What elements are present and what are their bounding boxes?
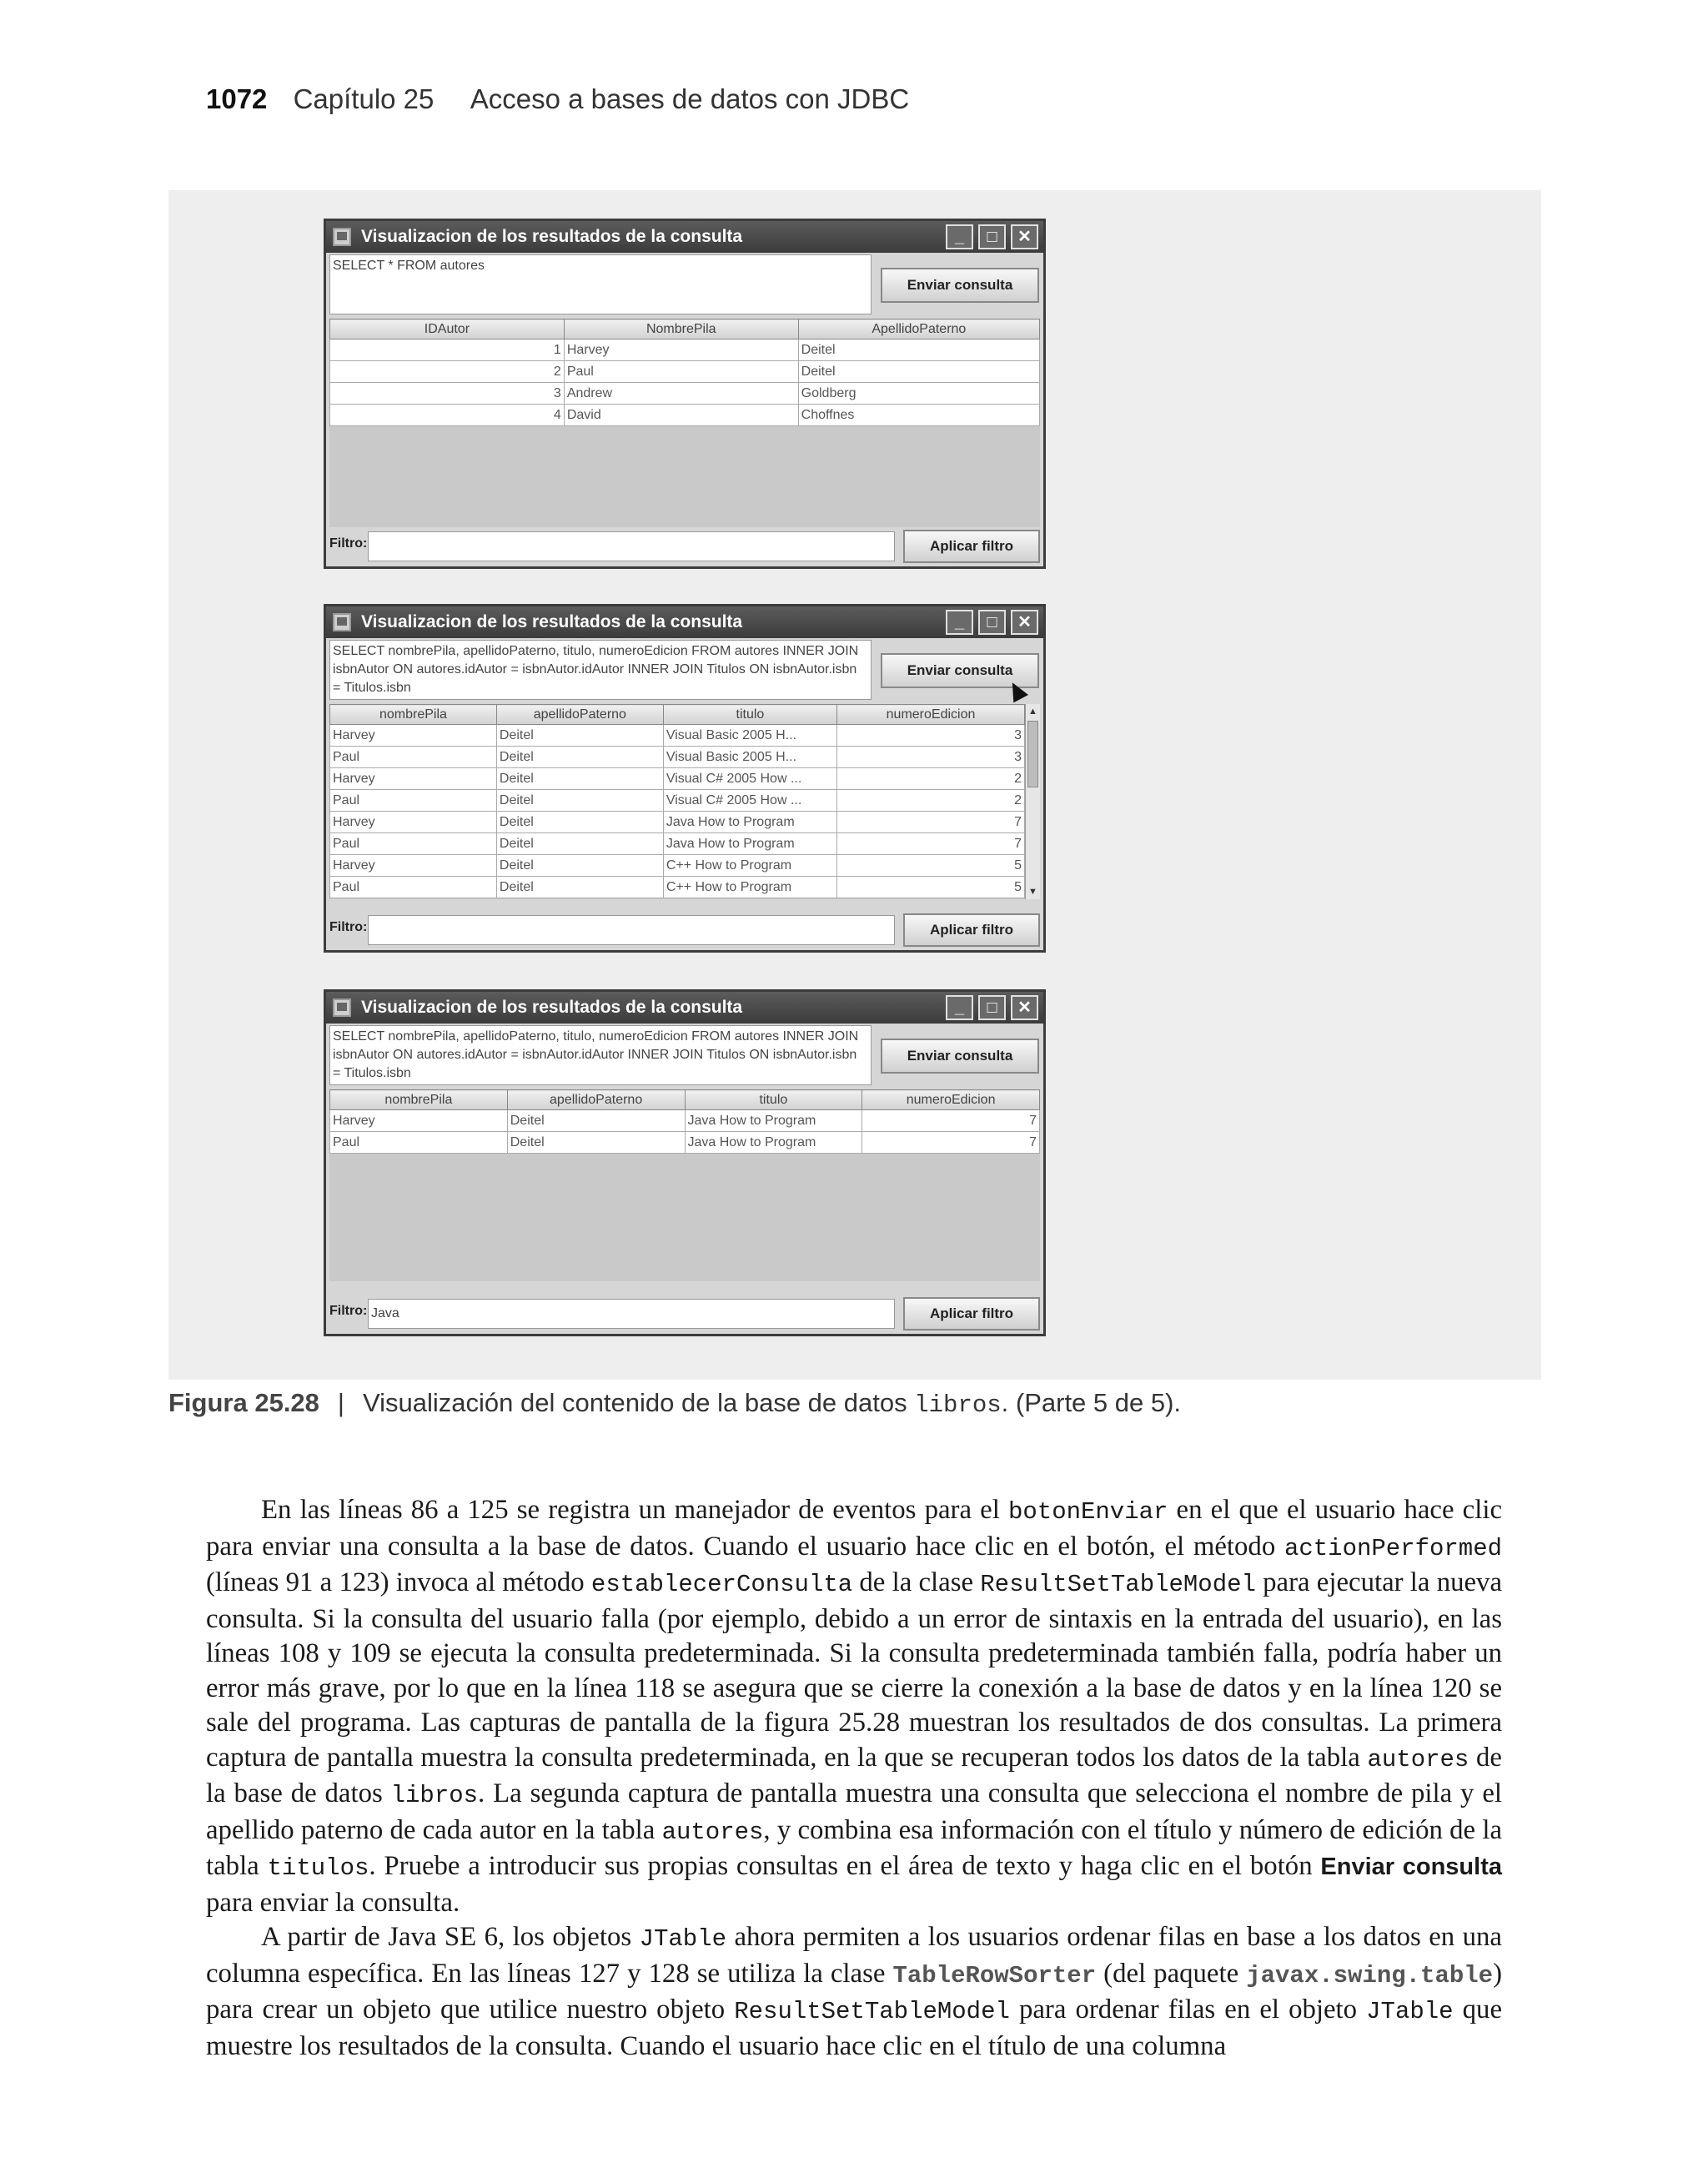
results-table: [329, 704, 1025, 898]
table-row[interactable]: [330, 1110, 1040, 1132]
maximize-icon[interactable]: □: [978, 995, 1006, 1020]
inline-code: libros: [390, 1782, 479, 1809]
inline-code: botonEnviar: [1007, 1498, 1168, 1526]
table-cell[interactable]: 5: [837, 855, 1025, 877]
table-cell[interactable]: Paul: [564, 361, 798, 383]
table-cell[interactable]: Deitel: [496, 747, 663, 768]
table-cell[interactable]: Choffnes: [798, 405, 1039, 426]
table-cell[interactable]: 7: [862, 1132, 1040, 1154]
inline-code: ResultSetTableModel: [734, 1998, 1010, 2025]
inline-code: establecerConsulta: [590, 1571, 853, 1598]
text-run: que muestre los resultados de la consulta. Cuando el usuario hace clic en el título de una columna: [206, 1994, 1503, 2061]
inline-code: TableRowSorter: [892, 1961, 1097, 1989]
minimize-icon[interactable]: _: [946, 224, 973, 249]
inline-code: autores: [661, 1818, 764, 1846]
window-titlebar: [326, 221, 1043, 253]
apply-filter-button[interactable]: Aplicar filtro: [903, 1297, 1040, 1330]
inline-code: javax.swing.table: [1246, 1961, 1494, 1989]
text-run: de la base de datos: [206, 1742, 1502, 1808]
table-cell[interactable]: Harvey: [330, 768, 497, 790]
column-header[interactable]: NombrePila: [564, 319, 798, 340]
inline-code: autores: [1367, 1745, 1469, 1773]
table-cell[interactable]: Visual C# 2005 How ...: [663, 768, 836, 790]
java-app-icon: [333, 613, 351, 631]
table-row[interactable]: [330, 768, 1025, 790]
filter-row: [326, 526, 1043, 566]
table-cell[interactable]: Deitel: [496, 812, 663, 833]
apply-filter-button[interactable]: Aplicar filtro: [903, 913, 1040, 947]
filter-input[interactable]: [368, 915, 895, 945]
table-cell[interactable]: C++ How to Program: [663, 855, 836, 877]
send-query-button[interactable]: Enviar consulta: [881, 653, 1039, 688]
running-header: [206, 83, 909, 115]
ui-label-reference: Enviar consulta: [1320, 1854, 1502, 1880]
table-cell[interactable]: Visual C# 2005 How ...: [663, 790, 836, 812]
table-cell[interactable]: Deitel: [798, 340, 1039, 361]
send-query-button[interactable]: Enviar consulta: [881, 268, 1039, 303]
figure-number: Figura 25.28: [168, 1388, 319, 1417]
filter-input[interactable]: [368, 531, 895, 561]
paragraph-1: [206, 1493, 1502, 1920]
caption-text-end: . (Parte 5 de 5).: [1001, 1388, 1182, 1417]
scroll-down-icon[interactable]: ▼: [1028, 887, 1037, 897]
table-cell[interactable]: 3: [330, 383, 565, 405]
text-run: ahora permiten a los usuarios ordenar filas en base a los datos en una columna específica. En las líneas 127 y 128 se utiliza la clase: [206, 1922, 1502, 1989]
table-cell[interactable]: 3: [837, 747, 1025, 768]
body-text: [206, 1493, 1502, 2064]
column-header[interactable]: titulo: [663, 705, 836, 725]
column-header[interactable]: IDAutor: [330, 319, 565, 340]
text-run: ) para crear un objeto que utilice nuestro objeto: [206, 1958, 1502, 2025]
results-table-area: [329, 704, 1040, 899]
window-titlebar: [326, 992, 1043, 1024]
table-cell[interactable]: Deitel: [496, 790, 663, 812]
table-cell[interactable]: Deitel: [496, 725, 663, 747]
minimize-icon[interactable]: _: [946, 995, 973, 1020]
table-cell[interactable]: Harvey: [564, 340, 798, 361]
table-cell[interactable]: Andrew: [564, 383, 798, 405]
table-row[interactable]: [330, 833, 1025, 855]
query-results-window-1: [324, 219, 1046, 569]
filter-label: Filtro:: [329, 1304, 368, 1318]
table-row[interactable]: [330, 855, 1025, 877]
table-cell[interactable]: Paul: [330, 747, 497, 768]
maximize-icon[interactable]: □: [978, 610, 1006, 635]
text-run: de la clase: [852, 1567, 981, 1597]
table-cell[interactable]: 2: [837, 790, 1025, 812]
text-run: . Pruebe a introducir sus propias consultas en el área de texto y haga clic en el botón: [369, 1851, 1321, 1881]
window-title: Visualizacion de los resultados de la consulta: [361, 612, 743, 631]
table-cell[interactable]: Visual Basic 2005 H...: [663, 747, 836, 768]
inline-code: ResultSetTableModel: [980, 1571, 1256, 1598]
window-title: Visualizacion de los resultados de la consulta: [361, 227, 743, 246]
caption-code: libros: [914, 1391, 1002, 1419]
text-run: para enviar la consulta.: [206, 1887, 460, 1918]
table-cell[interactable]: Paul: [330, 1132, 508, 1154]
text-run: en el que el usuario hace clic para enviar una consulta a la base de datos. Cuando el usuario hace clic en el botón, el método: [206, 1495, 1502, 1562]
inline-code: actionPerformed: [1284, 1534, 1502, 1562]
table-row[interactable]: [330, 812, 1025, 833]
filter-label: Filtro:: [329, 536, 368, 551]
table-row[interactable]: [330, 383, 1040, 405]
close-icon[interactable]: ✕: [1011, 995, 1038, 1020]
table-cell[interactable]: 3: [837, 725, 1025, 747]
column-header[interactable]: nombrePila: [330, 705, 497, 725]
column-header[interactable]: apellidoPaterno: [496, 705, 663, 725]
filter-row: [326, 910, 1043, 950]
text-run: para ordenar filas en el objeto: [1009, 1994, 1367, 2025]
table-row[interactable]: [330, 877, 1025, 898]
table-cell[interactable]: 2: [330, 361, 565, 383]
close-icon[interactable]: ✕: [1011, 224, 1038, 249]
table-cell[interactable]: Java How to Program: [685, 1110, 862, 1132]
table-cell[interactable]: C++ How to Program: [663, 877, 836, 898]
chapter-title: Acceso a bases de datos con JDBC: [470, 83, 910, 114]
text-run: En las líneas 86 a 125 se registra un manejador de eventos para el: [261, 1495, 1008, 1525]
table-row[interactable]: [330, 790, 1025, 812]
table-cell[interactable]: 7: [837, 833, 1025, 855]
table-cell[interactable]: 7: [862, 1110, 1040, 1132]
inline-code: JTable: [639, 1925, 726, 1953]
table-row[interactable]: [330, 361, 1040, 383]
page-number: 1072: [206, 83, 268, 114]
table-cell[interactable]: Paul: [330, 833, 497, 855]
scroll-up-icon[interactable]: ▲: [1028, 707, 1037, 717]
table-cell[interactable]: 7: [837, 812, 1025, 833]
query-results-window-2: [324, 604, 1046, 953]
figure-caption: [168, 1388, 1181, 1419]
table-cell[interactable]: Harvey: [330, 855, 497, 877]
query-textarea[interactable]: SELECT * FROM autores: [329, 254, 872, 314]
minimize-icon[interactable]: _: [946, 610, 973, 635]
filter-label: Filtro:: [329, 920, 368, 934]
table-cell[interactable]: Deitel: [496, 833, 663, 855]
chapter-label: Capítulo 25: [293, 83, 435, 114]
vertical-scrollbar[interactable]: [1025, 704, 1040, 899]
table-cell[interactable]: 5: [837, 877, 1025, 898]
text-run: (del paquete: [1096, 1958, 1247, 1989]
text-run: A partir de Java SE 6, los objetos: [261, 1922, 640, 1952]
table-cell[interactable]: Deitel: [798, 361, 1039, 383]
table-cell[interactable]: Deitel: [496, 855, 663, 877]
scroll-thumb[interactable]: [1027, 721, 1038, 787]
results-table-area: [329, 1089, 1040, 1281]
send-query-button[interactable]: Enviar consulta: [881, 1039, 1039, 1074]
table-cell[interactable]: David: [564, 405, 798, 426]
table-cell[interactable]: Paul: [330, 877, 497, 898]
table-row[interactable]: [330, 747, 1025, 768]
table-cell[interactable]: Paul: [330, 790, 497, 812]
paragraph-2: [206, 1920, 1502, 2064]
maximize-icon[interactable]: □: [978, 224, 1006, 249]
window-titlebar: [326, 606, 1043, 638]
java-app-icon: [333, 228, 351, 246]
table-cell[interactable]: Java How to Program: [663, 812, 836, 833]
column-header[interactable]: ApellidoPaterno: [798, 319, 1039, 340]
text-run: para ejecutar la nueva consulta. Si la consulta del usuario falla (por ejemplo, debido a un error de sintaxis en la entrada del usuario), en las líneas 108 y 109 se ejecuta la consulta predeterminada. Si la consulta predeterminada también falla, podría haber un error más grave, por lo que en la línea 118 se asegura que se cierre la conexión a la base de datos y en la línea 120 se sale del programa. Las capturas de pantalla de la figura 25.28 muestran los resultados de dos consultas. La primera captura de pantalla muestra la consulta predeterminada, en la que se recuperan todos los datos de la tabla: [206, 1567, 1502, 1773]
window-title: Visualizacion de los resultados de la consulta: [361, 998, 743, 1017]
table-cell[interactable]: 1: [330, 340, 565, 361]
table-cell[interactable]: 4: [330, 405, 565, 426]
java-app-icon: [333, 998, 351, 1017]
table-cell[interactable]: Visual Basic 2005 H...: [663, 725, 836, 747]
column-header[interactable]: numeroEdicion: [862, 1090, 1040, 1110]
results-table: [329, 1089, 1040, 1154]
column-header[interactable]: titulo: [685, 1090, 862, 1110]
table-row[interactable]: [330, 405, 1040, 426]
filter-row: [326, 1294, 1043, 1334]
caption-separator: |: [337, 1388, 344, 1417]
table-cell[interactable]: Deitel: [507, 1110, 685, 1132]
table-cell[interactable]: Harvey: [330, 1110, 508, 1132]
query-results-window-3: [324, 989, 1046, 1336]
query-textarea[interactable]: SELECT nombrePila, apellidoPaterno, titulo, numeroEdicion FROM autores INNER JOIN isbnAutor ON autores.idAutor = isbnAutor.idAutor INNER JOIN Titulos ON isbnAutor.isbn = Titulos.isbn: [329, 1025, 872, 1085]
table-cell[interactable]: Java How to Program: [685, 1132, 862, 1154]
text-run: , y combina esa información con el título y número de edición de la tabla: [206, 1814, 1502, 1881]
table-cell[interactable]: Java How to Program: [663, 833, 836, 855]
table-cell[interactable]: Deitel: [496, 877, 663, 898]
table-cell[interactable]: 2: [837, 768, 1025, 790]
apply-filter-button[interactable]: Aplicar filtro: [903, 530, 1040, 563]
column-header[interactable]: numeroEdicion: [837, 705, 1025, 725]
table-cell[interactable]: Deitel: [496, 768, 663, 790]
table-row[interactable]: [330, 340, 1040, 361]
table-cell[interactable]: Goldberg: [798, 383, 1039, 405]
text-run: (líneas 91 a 123) invoca al método: [206, 1567, 591, 1597]
caption-text: Visualización del contenido de la base de datos: [362, 1388, 907, 1417]
query-textarea[interactable]: SELECT nombrePila, apellidoPaterno, titulo, numeroEdicion FROM autores INNER JOIN isbnAutor ON autores.idAutor = isbnAutor.idAutor INNER JOIN Titulos ON isbnAutor.isbn = Titulos.isbn: [329, 640, 872, 700]
results-table: [329, 319, 1040, 426]
filter-input[interactable]: Java: [368, 1299, 895, 1329]
table-row[interactable]: [330, 725, 1025, 747]
column-header[interactable]: nombrePila: [330, 1090, 508, 1110]
inline-code: titulos: [267, 1854, 369, 1882]
table-cell[interactable]: Harvey: [330, 812, 497, 833]
text-run: . La segunda captura de pantalla muestra una consulta que selecciona el nombre de pila y el apellido paterno de cada autor en la tabla: [206, 1778, 1502, 1845]
results-table-area: [329, 319, 1040, 527]
inline-code: JTable: [1366, 1998, 1454, 2025]
table-row[interactable]: [330, 1132, 1040, 1154]
column-header[interactable]: apellidoPaterno: [507, 1090, 685, 1110]
close-icon[interactable]: ✕: [1011, 610, 1038, 635]
table-cell[interactable]: Harvey: [330, 725, 497, 747]
table-cell[interactable]: Deitel: [507, 1132, 685, 1154]
